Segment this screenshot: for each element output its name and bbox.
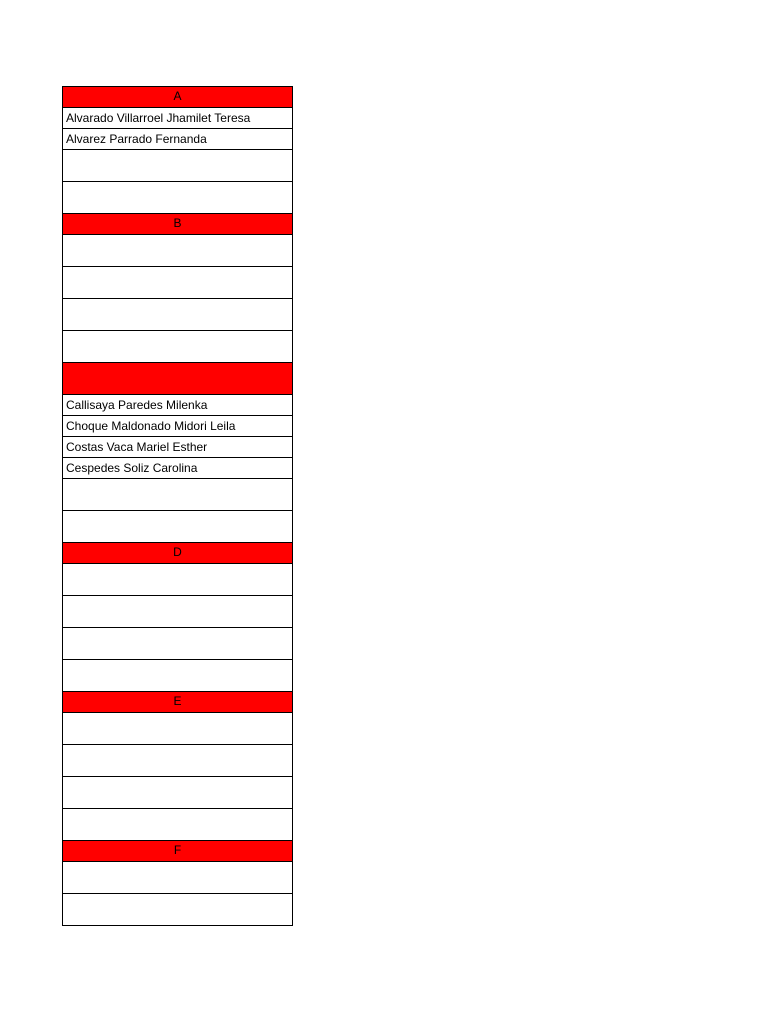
empty-cell: [63, 150, 292, 182]
name-list-table: [62, 86, 293, 926]
empty-cell: [63, 660, 292, 692]
name-cell: Alvarado Villarroel Jhamilet Teresa: [63, 108, 292, 129]
empty-cell: [63, 713, 292, 745]
empty-cell: [63, 511, 292, 543]
empty-cell: [63, 299, 292, 331]
section-header: [63, 363, 292, 395]
section-header: A: [63, 87, 292, 108]
empty-cell: [63, 894, 292, 926]
name-cell: Callisaya Paredes Milenka: [63, 395, 292, 416]
empty-cell: [63, 862, 292, 894]
empty-cell: [63, 745, 292, 777]
section-header: B: [63, 214, 292, 235]
name-cell: Choque Maldonado Midori Leila: [63, 416, 292, 437]
empty-cell: [63, 182, 292, 214]
empty-cell: [63, 777, 292, 809]
empty-cell: [63, 809, 292, 841]
name-cell: Alvarez Parrado Fernanda: [63, 129, 292, 150]
empty-cell: [63, 331, 292, 363]
section-header: D: [63, 543, 292, 564]
empty-cell: [63, 267, 292, 299]
empty-cell: [63, 628, 292, 660]
section-header: E: [63, 692, 292, 713]
empty-cell: [63, 235, 292, 267]
section-header: F: [63, 841, 292, 862]
empty-cell: [63, 564, 292, 596]
empty-cell: [63, 596, 292, 628]
name-cell: Cespedes Soliz Carolina: [63, 458, 292, 479]
name-cell: Costas Vaca Mariel Esther: [63, 437, 292, 458]
empty-cell: [63, 479, 292, 511]
